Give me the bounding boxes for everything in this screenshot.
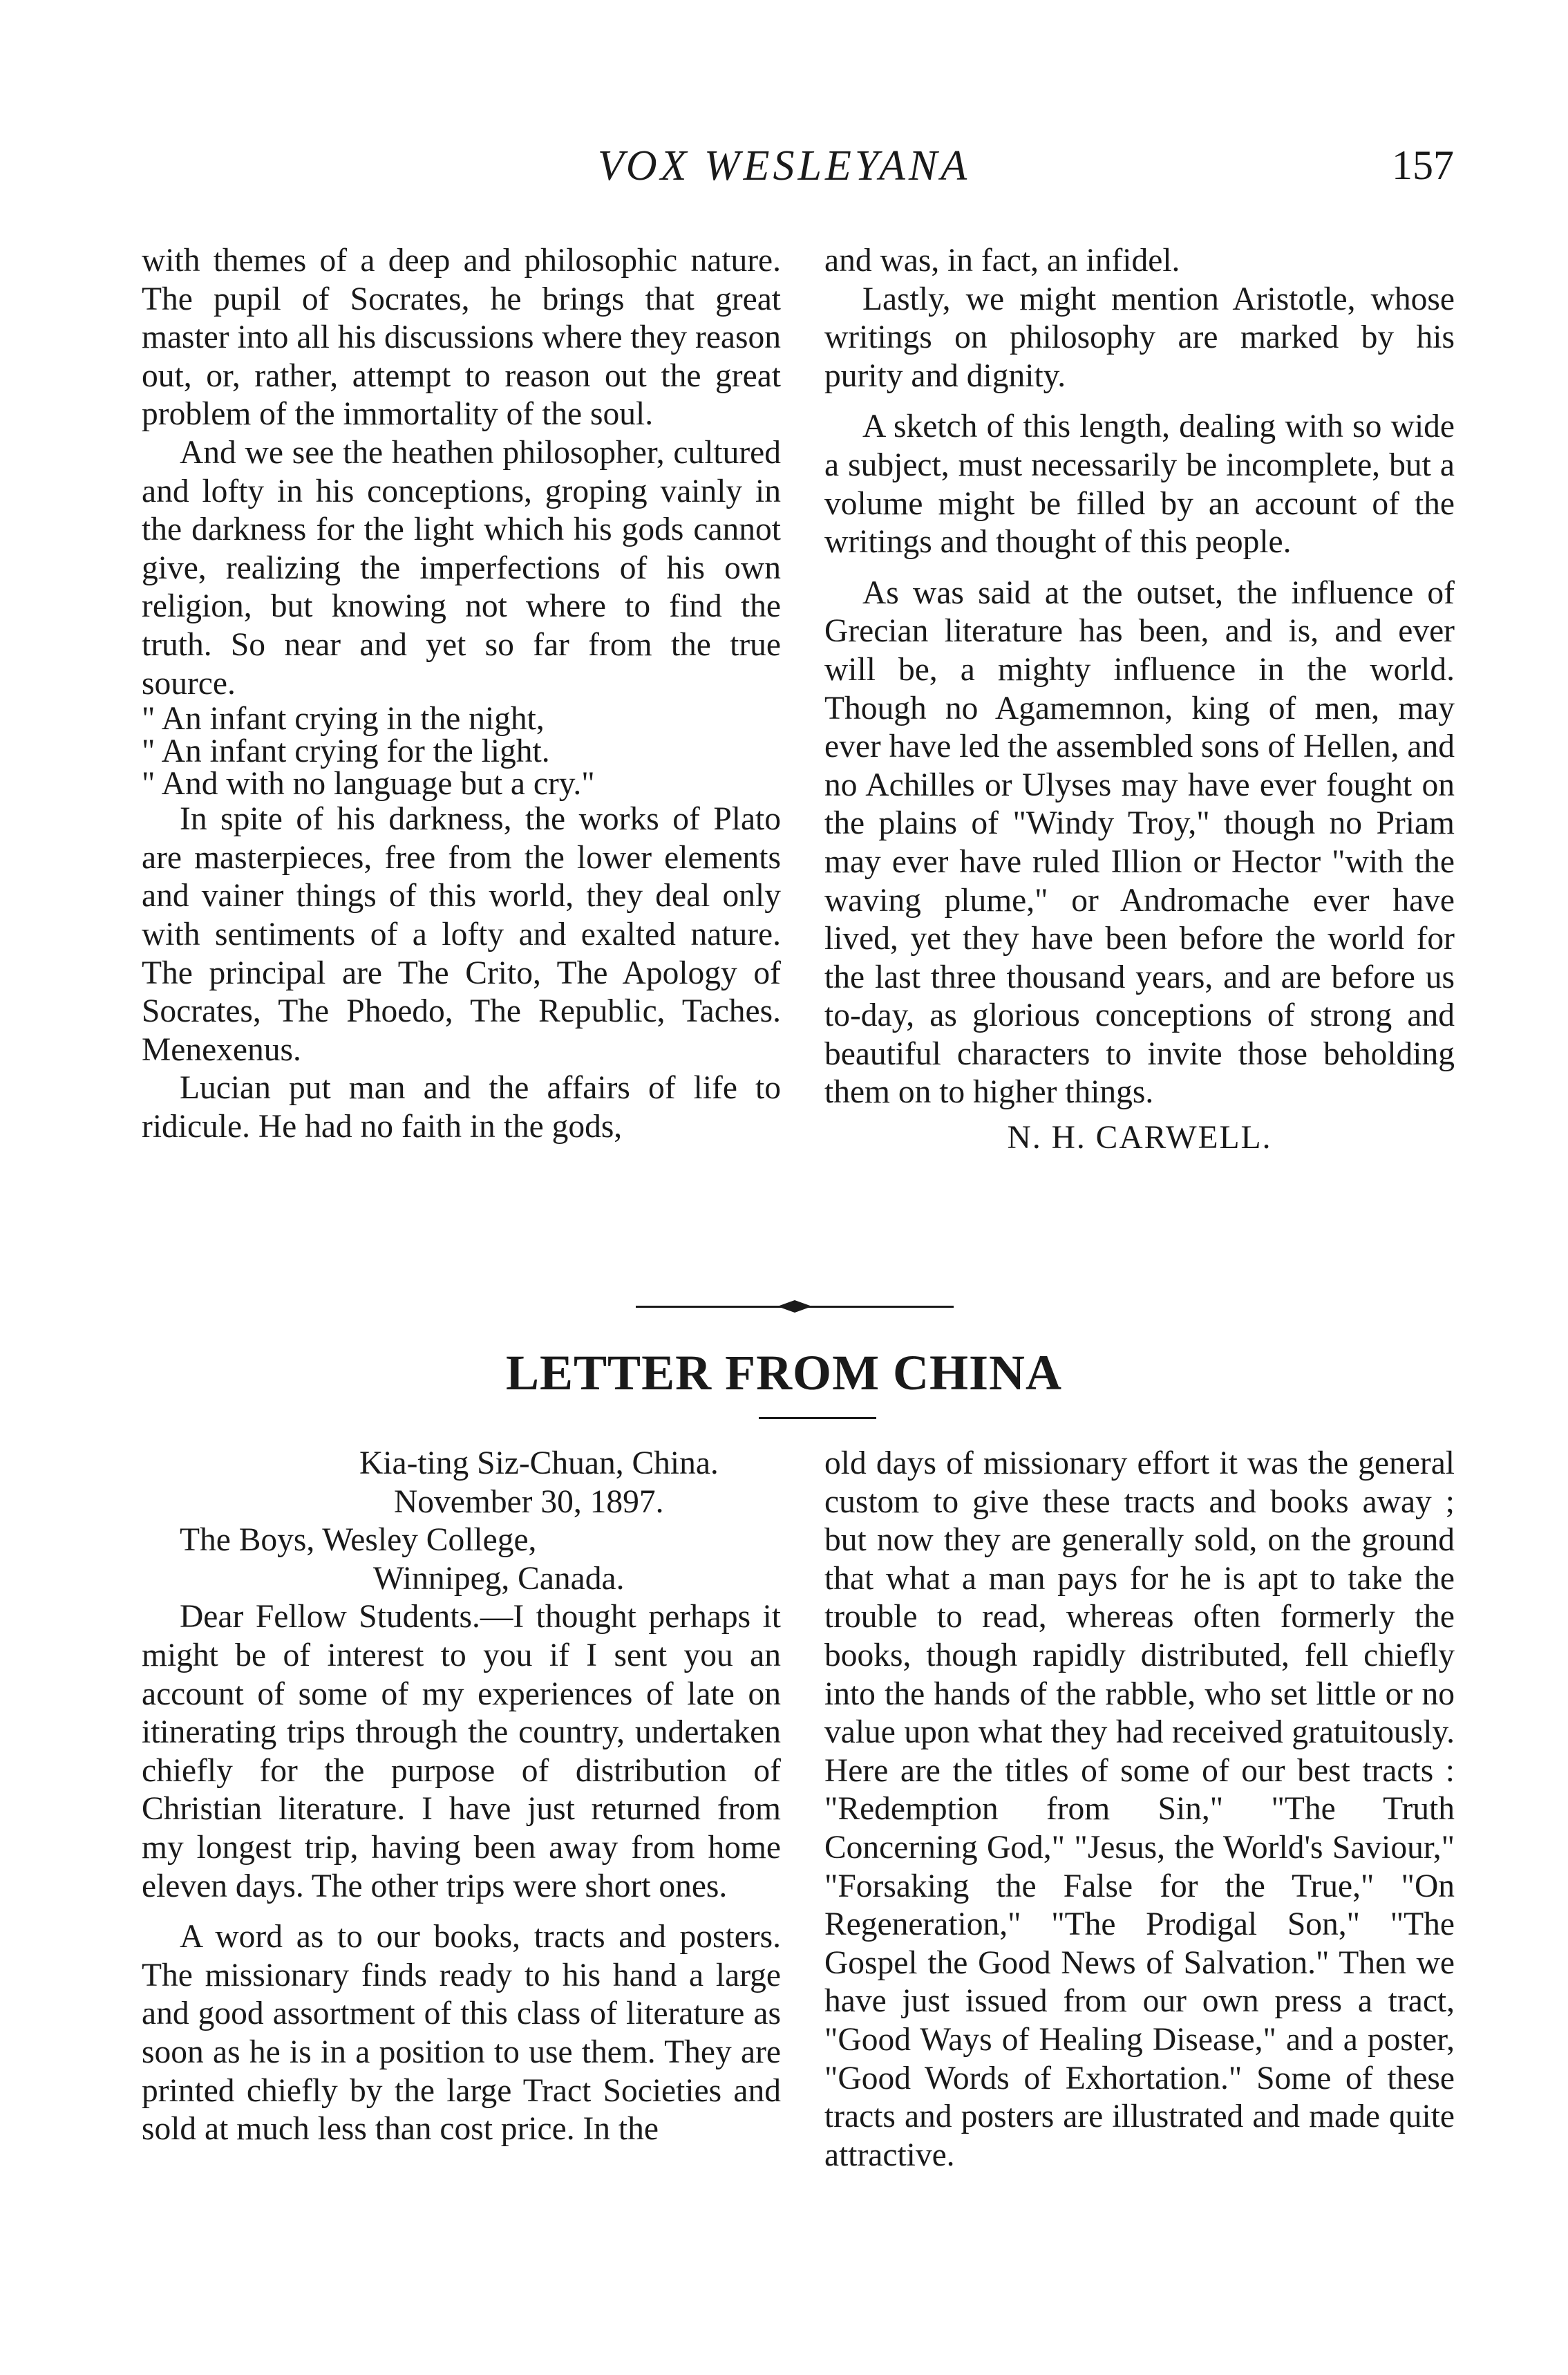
article1-left-column	[142, 242, 781, 1146]
letter-recipient-city: Winnipeg, Canada.	[373, 1560, 625, 1597]
paragraph: A word as to our books, tracts and posters. The missionary finds ready to his hand a large and good assortment of this class of literature as soon as he is in a position to use them. They are printed chiefly by the large Tract Societies and sold at much less than cost price. In the	[142, 1919, 781, 2148]
paragraph: old days of missionary effort it was the general custom to give these tracts and books away ; but now they are generally sold, on the ground that what a man pays for he is apt to take the trouble to read, whereas often formerly the books, though rapidly distributed, fell chiefly into the hands of the rabble, who set little or no value upon what they had received gratuitously. Here are the titles of some of our best tracts : "Redemption from Sin," "The Truth Concerning God," "Jesus, the World's Saviour," "Forsaking the False for the True," "On Regeneration," "The Prodigal Son," "The Gospel the Good News of Salvation." Then we have just issued from our own press a tract, "Good Ways of Healing Disease," and a poster, "Good Words of Exhortation." Some of these tracts and posters are illustrated and made quite attractive.	[824, 1445, 1455, 2173]
paragraph: Lastly, we might mention Aristotle, whose writings on philosophy are marked by his purity and dignity.	[824, 281, 1455, 394]
title-underline	[759, 1417, 876, 1419]
paragraph: And we see the heathen philosopher, cultured and lofty in his conceptions, groping vainly in the darkness for the light which his gods cannot give, realizing the imperfections of his own religion, but knowing not where to find the truth. So near and yet so far from the true source.	[142, 434, 781, 702]
letter-recipient: The Boys, Wesley College,	[180, 1522, 537, 1559]
poem-line: " And with no language but a cry."	[142, 766, 595, 802]
paragraph: with themes of a deep and philosophic nature. The pupil of Socrates, he brings that great master into all his discussions where they reason out, or, rather, attempt to reason out the great problem of the immortality of the soul.	[142, 243, 781, 433]
page-number: 157	[1392, 142, 1454, 188]
paragraph: In spite of his darkness, the works of Plato are masterpieces, free from the lower elements and vainer things of this world, they deal only with sentiments of a lofty and exalted nature. The principal are The Crito, The Apology of Socrates, The Phoedo, The Republic, Taches. Menexenus.	[142, 801, 781, 1068]
letter-date: November 30, 1897.	[394, 1483, 664, 1520]
paragraph: As was said at the outset, the influence of Grecian literature has been, and is, and ever will be, a mighty influence in the world. Though no Agamemnon, king of men, may ever have led the assembled sons of Hellen, and no Achilles or Ulyses may have ever fought on the plains of "Windy Troy," though no Priam may ever have ruled Illion or Hector "with the waving plume," or Andromache ever have lived, yet they have been before the world for the last three thousand years, and are before us to-day, as glorious conceptions of strong and beautiful characters to invite those beholding them on to higher things.	[824, 574, 1455, 1111]
paragraph: and was, in fact, an infidel.	[824, 243, 1180, 279]
journal-title: VOX WESLEYANA	[597, 142, 971, 189]
letter-location: Kia-ting Siz-Chuan, China.	[359, 1445, 719, 1481]
author-signature: N. H. CARWELL.	[1007, 1120, 1272, 1156]
article2-right-column	[824, 1445, 1455, 2175]
article-title: LETTER FROM CHINA	[505, 1345, 1063, 1400]
paragraph: A sketch of this length, dealing with so wide a subject, must necessarily be incomplete, but a volume might be filled by an account of the writings and thought of this people.	[824, 409, 1455, 561]
article2-left-column	[142, 1445, 781, 2149]
divider-ornament-icon	[777, 1300, 812, 1313]
poem-line: " An infant crying in the night,	[142, 701, 545, 738]
running-head	[0, 142, 1568, 197]
poem-quote	[142, 703, 781, 800]
paragraph: Lucian put man and the affairs of life to ridicule. He had no faith in the gods,	[142, 1070, 781, 1145]
section-divider	[636, 1299, 954, 1313]
poem-line: " An infant crying for the light.	[142, 733, 550, 770]
article1-right-column	[824, 242, 1455, 1158]
paragraph: Dear Fellow Students.—I thought perhaps it might be of interest to you if I sent you an account of some of my experiences of late on itinerating trips through the country, undertaken chiefly for the purpose of distribution of Christian literature. I have just returned from my longest trip, having been away from home eleven days. The other trips were short ones.	[142, 1599, 781, 1904]
